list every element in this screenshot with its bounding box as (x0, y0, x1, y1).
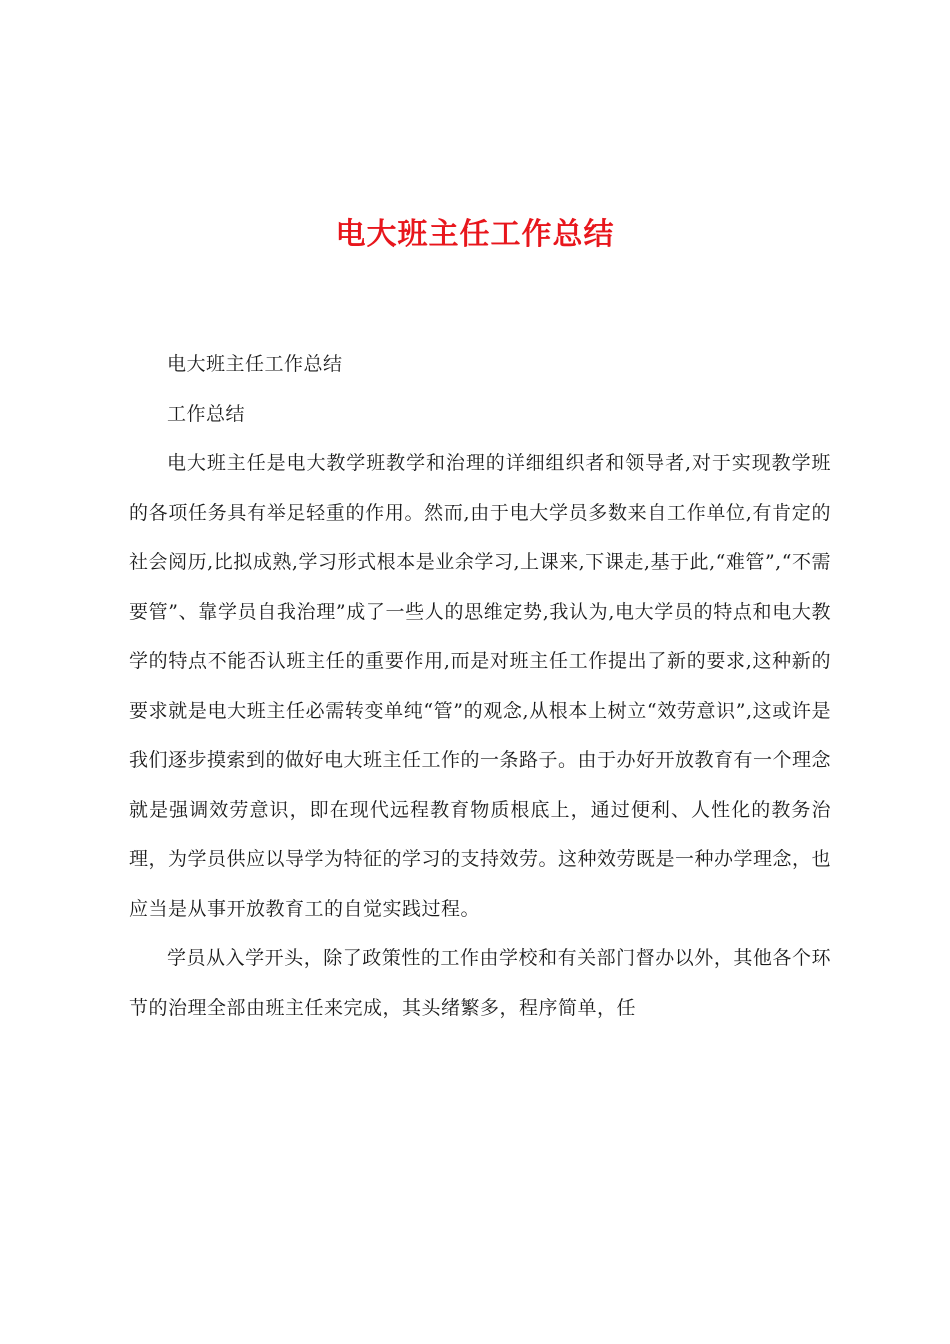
paragraph-heading: 电大班主任工作总结 (167, 353, 343, 375)
document-body (129, 340, 831, 1033)
paragraph-main: 电大班主任是电大教学班教学和治理的详细组织者和领导者,对于实现教学班的各项任务具有举足轻重的作用。然而,由于电大学员多数来自工作单位,有肯定的社会阅历,比拟成熟,学习形式根本是业余学习,上课来,下课走,基于此,“难管”,“不需要管”、靠学员自我治理”成了一些人的思维定势,我认为,电大学员的特点和电大教学的特点不能否认班主任的重要作用,而是对班主任工作提出了新的要求,这种新的要求就是电大班主任必需转变单纯“管”的观念,从根本上树立“效劳意识”,这或许是我们逐步摸索到的做好电大班主任工作的一条路子。由于办好开放教育有一个理念就是强调效劳意识，即在现代远程教育物质根底上，通过便利、人性化的教务治理，为学员供应以导学为特征的学习的支持效劳。这种效劳既是一种办学理念，也应当是从事开放教育工的自觉实践过程。 (129, 452, 832, 920)
document-title: 电大班主任工作总结 (335, 217, 615, 252)
paragraph-subheading: 工作总结 (167, 402, 246, 425)
paragraph-continuation: 学员从入学开头，除了政策性的工作由学校和有关部门督办以外，其他各个环节的治理全部由班主任来完成，其头绪繁多，程序简单，任 (129, 947, 831, 1019)
